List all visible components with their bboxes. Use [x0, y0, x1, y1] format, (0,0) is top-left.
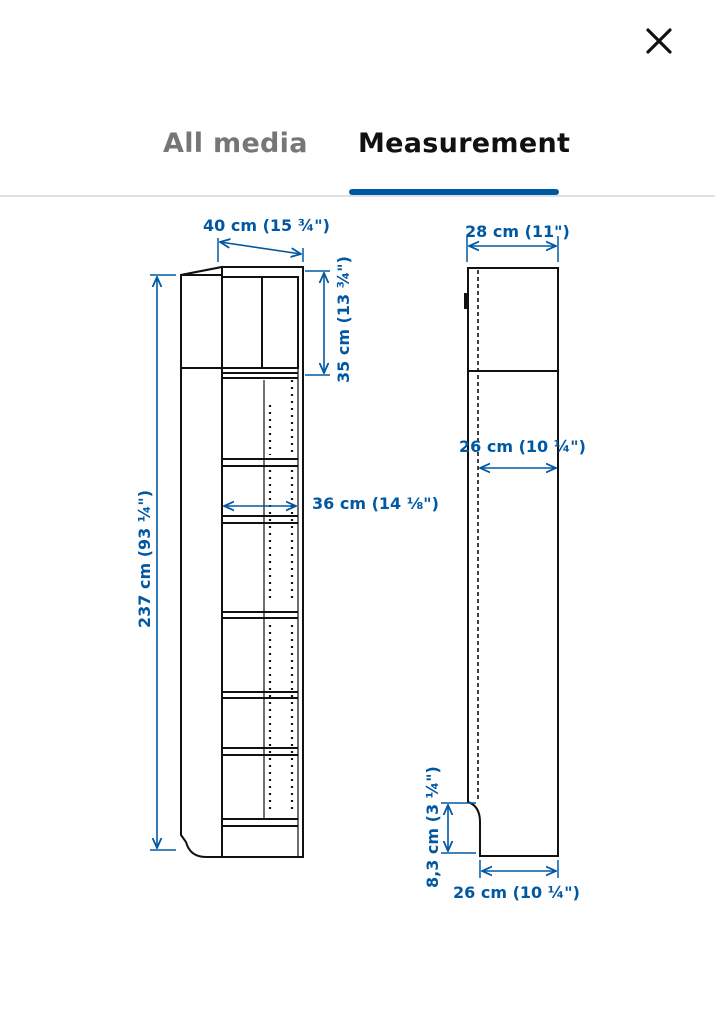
base-depth-dimension — [453, 860, 580, 902]
side-depth-label: 28 cm (11") — [465, 222, 570, 241]
front-view-drawing — [181, 267, 303, 857]
top-section-height-dimension — [305, 256, 353, 383]
total-height-dimension — [135, 275, 176, 850]
side-depth-dimension — [465, 222, 570, 262]
front-width-label: 40 cm (15 ¾") — [203, 216, 330, 235]
side-inner-depth-label: 26 cm (10 ¼") — [459, 437, 586, 456]
tab-all-media[interactable]: All media — [163, 128, 308, 159]
side-view-drawing — [464, 268, 558, 856]
base-depth-label: 26 cm (10 ¼") — [453, 883, 580, 902]
front-width-dimension — [203, 216, 330, 262]
tab-measurement[interactable]: Measurement — [358, 128, 571, 159]
plinth-height-label: 8,3 cm (3 ¼") — [423, 766, 442, 888]
inner-width-label: 36 cm (14 ⅛") — [312, 494, 439, 513]
top-section-height-label: 35 cm (13 ¾") — [334, 256, 353, 383]
total-height-label: 237 cm (93 ¼") — [135, 489, 154, 628]
